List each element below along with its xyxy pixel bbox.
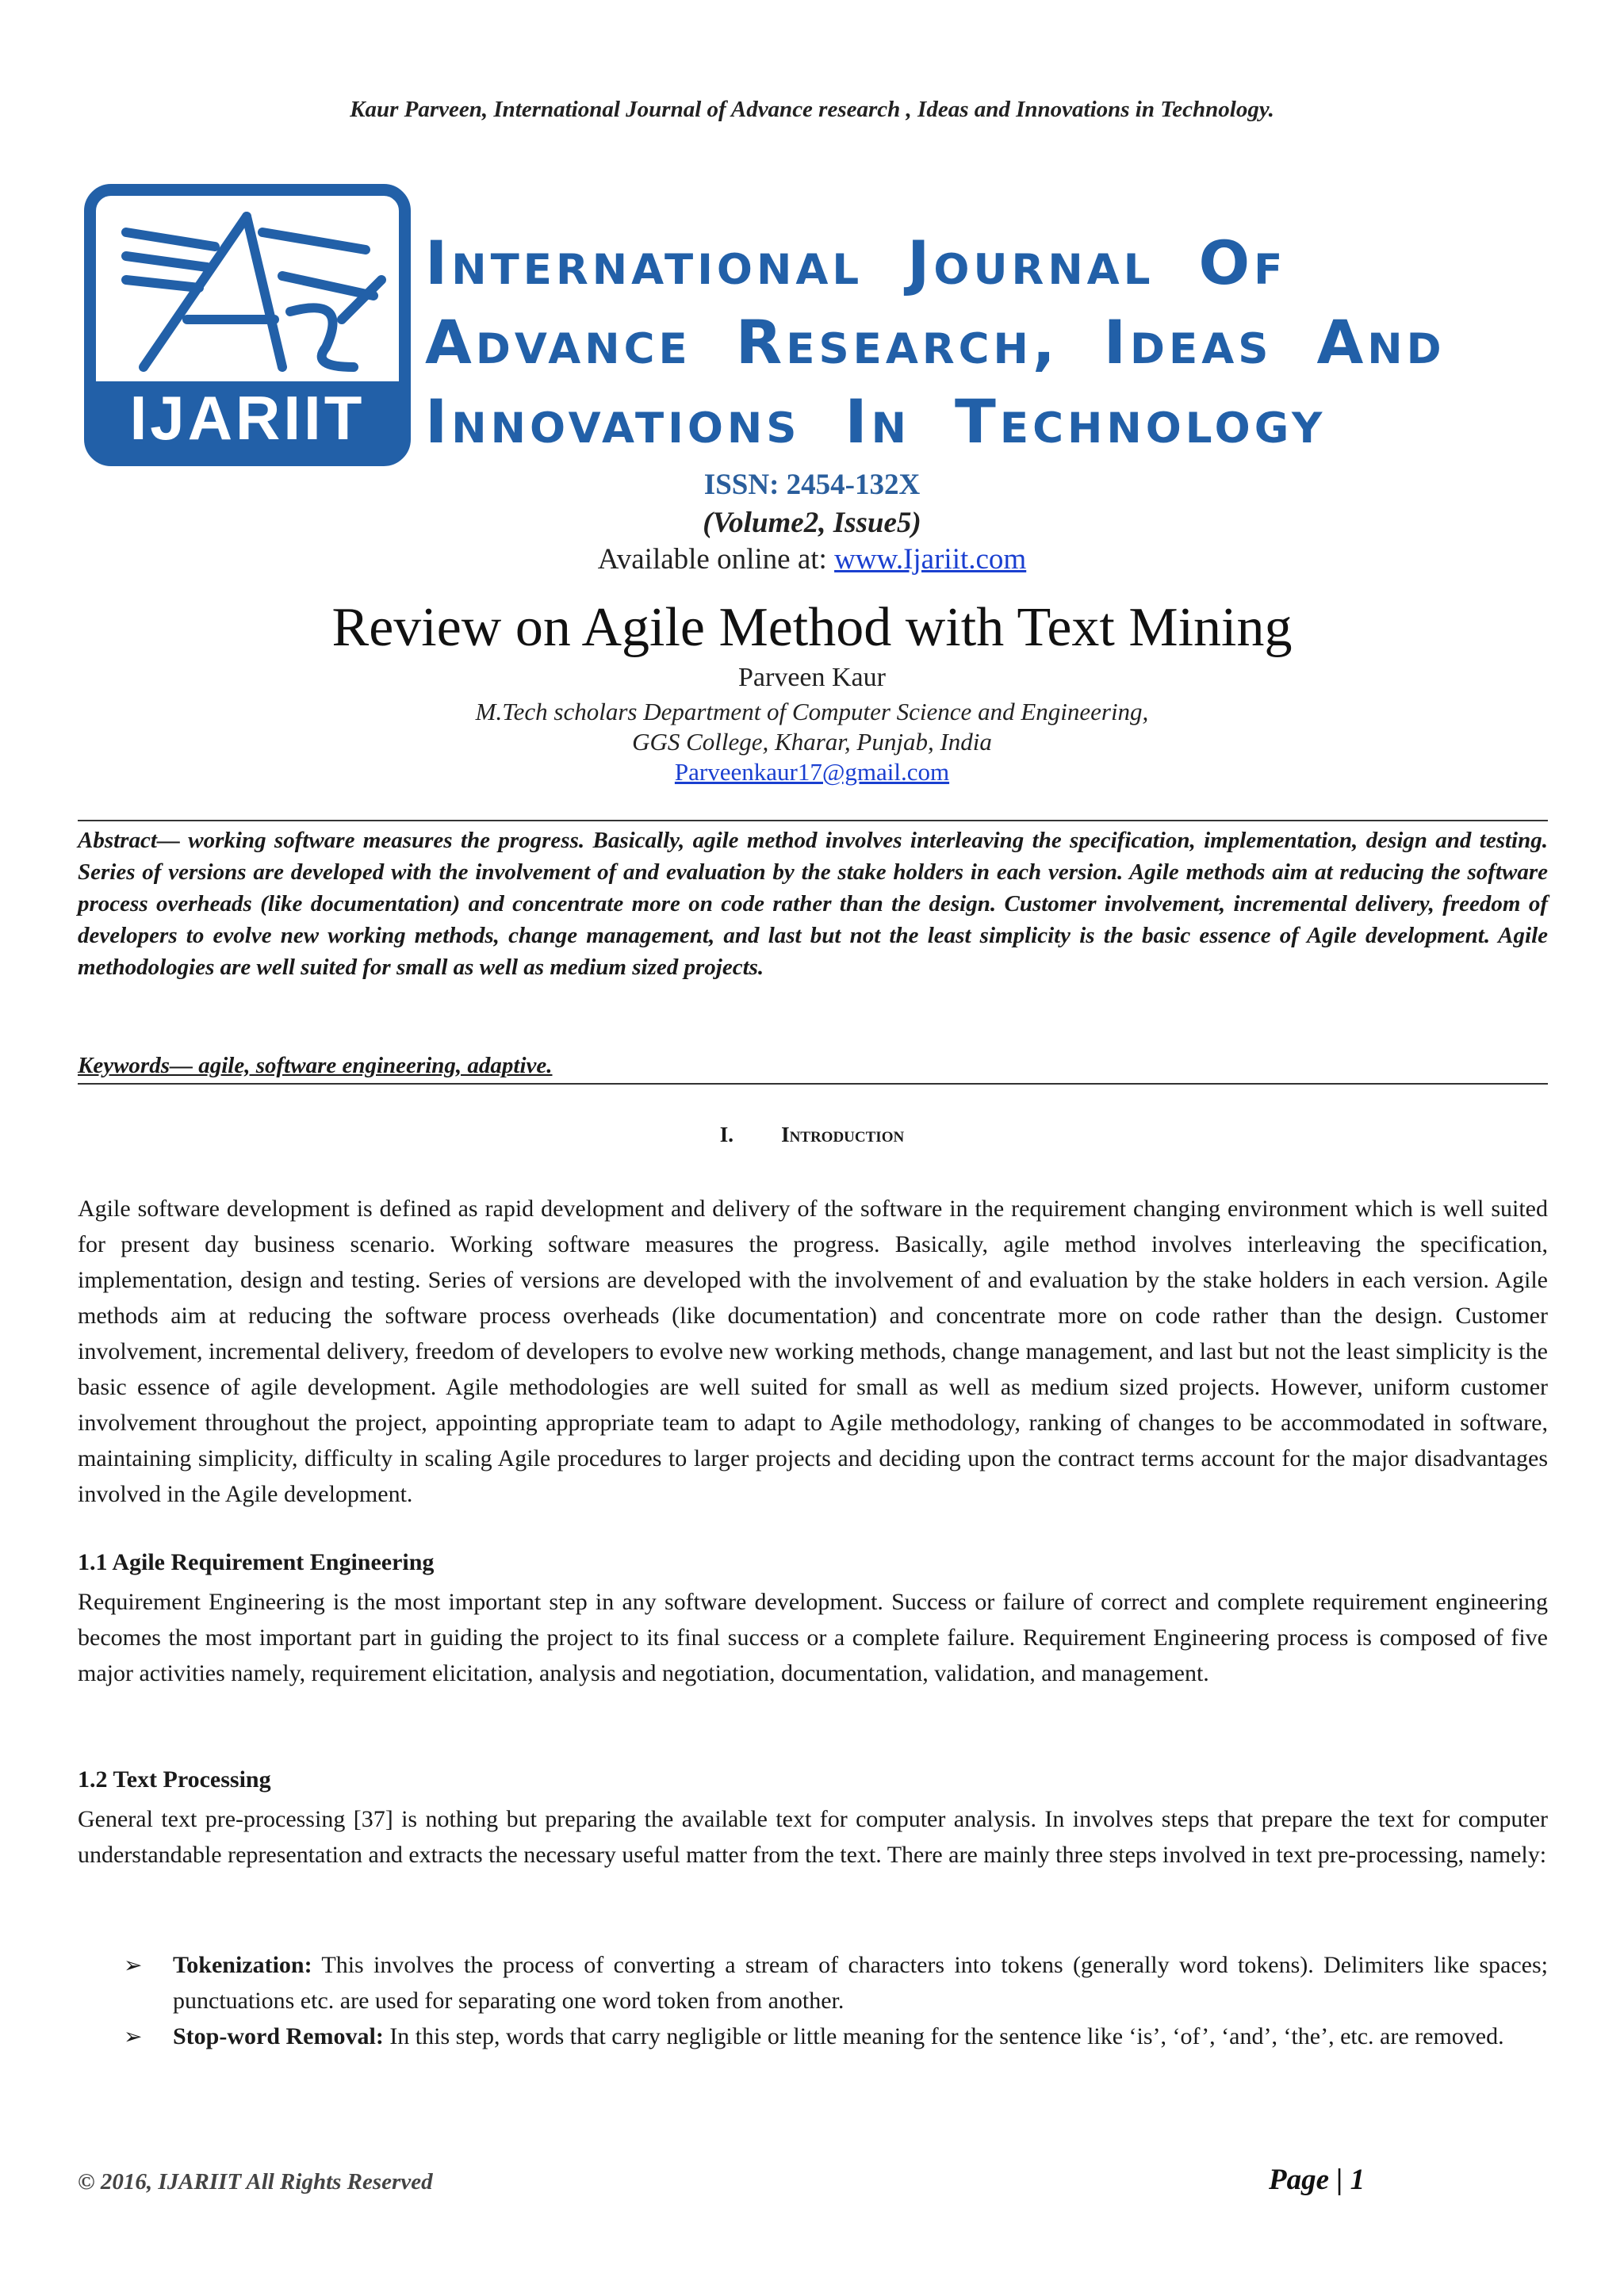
abstract-top-rule — [78, 820, 1548, 821]
affiliation-line-2: GGS College, Kharar, Punjab, India — [632, 728, 992, 756]
journal-name-line-2 — [425, 303, 1535, 382]
journal-logo — [84, 184, 411, 466]
paper-title: Review on Agile Method with Text Mining — [331, 597, 1293, 658]
journal-word: International — [425, 228, 864, 298]
page-number: Page | 1 — [1269, 2164, 1365, 2196]
subsection-1-1-text: Requirement Engineering is the most important step in any software development. Success or failure of correct and complete requirement engineering becomes the most important part in guiding the project to its final success or a complete failure. Requirement Engineering process is composed of five major activities namely, requirement elicitation, analysis and negotiation, documentation, validation, and management. — [78, 1589, 1548, 1686]
journal-name-line-3 — [425, 382, 1535, 461]
journal-word: Advance — [425, 307, 691, 377]
journal-word: Ideas — [1103, 307, 1273, 377]
available-prefix: Available online at: — [597, 543, 835, 576]
author-email-link[interactable]: Parveenkaur17@gmail.com — [674, 758, 950, 786]
copyright-footer: © 2016, IJARIIT All Rights Reserved — [78, 2169, 433, 2195]
subsection-1-2-text: General text pre-processing [37] is nothing but preparing the available text for computer analysis. In involves steps that prepare the text for computer understandable representation and extracts the necessary useful matter from the text. There are mainly three steps involved in text pre-processing, namely: — [78, 1806, 1548, 1868]
arrow-bullet-icon: ➢ — [124, 2023, 143, 2049]
section-heading-introduction — [0, 1123, 1624, 1147]
journal-word: In — [845, 386, 911, 457]
volume-issue: (Volume2, Issue5) — [703, 507, 921, 539]
subsection-heading-1-1: 1.1 Agile Requirement Engineering — [78, 1549, 435, 1575]
section-title: Introduction — [781, 1123, 905, 1146]
journal-word: And — [1316, 307, 1446, 377]
arrow-bullet-icon: ➢ — [124, 1952, 143, 1978]
subsection-heading-1-2: 1.2 Text Processing — [78, 1766, 271, 1793]
available-online — [0, 542, 1624, 576]
issn: ISSN: 2454-132X — [703, 469, 921, 501]
list-item-term: Tokenization: — [173, 1952, 312, 1978]
list-item — [124, 2019, 1548, 2054]
section-number: I. — [719, 1123, 734, 1146]
journal-name-line-1 — [425, 224, 1535, 303]
keywords: Keywords— agile, software engineering, adaptive. — [78, 1053, 553, 1078]
list-item — [124, 1947, 1548, 2019]
author-email-container — [0, 758, 1624, 786]
journal-word: Of — [1198, 228, 1287, 298]
journal-word: Technology — [955, 386, 1327, 457]
logo-mark-icon — [112, 201, 391, 383]
affiliation-line-1: M.Tech scholars Department of Computer Science and Engineering, — [475, 698, 1149, 725]
running-head: Kaur Parveen, International Journal of Advance research , Ideas and Innovations in Technology. — [350, 97, 1274, 122]
author-name: Parveen Kaur — [738, 663, 886, 692]
logo-wordmark: IJARIIT — [129, 382, 366, 453]
preprocessing-steps-list — [124, 1947, 1548, 2054]
list-item-term: Stop-word Removal: — [173, 2023, 384, 2049]
journal-word: Journal — [907, 228, 1155, 298]
abstract: Abstract— working software measures the progress. Basically, agile method involves interleaving the specification, implementation, design and testing. Series of versions are developed with the involvement of and evaluation by the stake holders in each version. Agile methods aim at reducing the software process overheads (like documentation) and concentrate more on code rather than the design. Customer involvement, incremental delivery, freedom of developers to evolve new working methods, change management, and last but not the least simplicity is the basic essence of Agile development. Agile methodologies are well suited for small as well as medium sized projects. — [78, 828, 1548, 980]
logo-band — [96, 381, 399, 454]
journal-website-link[interactable]: www.Ijariit.com — [834, 543, 1027, 576]
journal-word: Innovations — [425, 386, 801, 457]
list-item-text: This involves the process of converting a stream of characters into tokens (generally word tokens). Delimiters like spaces; punctuations etc. are used for separating one word token from another. — [173, 1952, 1548, 2014]
keywords-bottom-rule — [78, 1083, 1548, 1085]
journal-word: Research, — [735, 307, 1059, 377]
intro-paragraph: Agile software development is defined as rapid development and delivery of the software in the requirement changing environment which is well suited for present day business scenario. Working software measures the progress. Basically, agile method involves interleaving the specification, implementation, design and testing. Series of versions are developed with the involvement of and evaluation by the stake holders in each version. Agile methods aim at reducing the software process overheads (like documentation) and concentrate more on code rather than the design. Customer involvement, incremental delivery, freedom of developers to evolve new working methods, change management, and last but not the least simplicity is the basic essence of agile development. Agile methodologies are well suited for small as well as medium sized projects. However, uniform customer involvement throughout the project, appointing appropriate team to adapt to Agile methodology, ranking of changes to be accommodated in software, maintaining simplicity, difficulty in scaling Agile procedures to larger projects and deciding upon the contract terms account for the major disadvantages involved in the Agile development. — [78, 1196, 1548, 1507]
journal-name — [425, 224, 1535, 461]
list-item-text: In this step, words that carry negligible or little meaning for the sentence like ‘is’, ‘of’, ‘and’, ‘the’, etc. are removed. — [383, 2023, 1504, 2049]
